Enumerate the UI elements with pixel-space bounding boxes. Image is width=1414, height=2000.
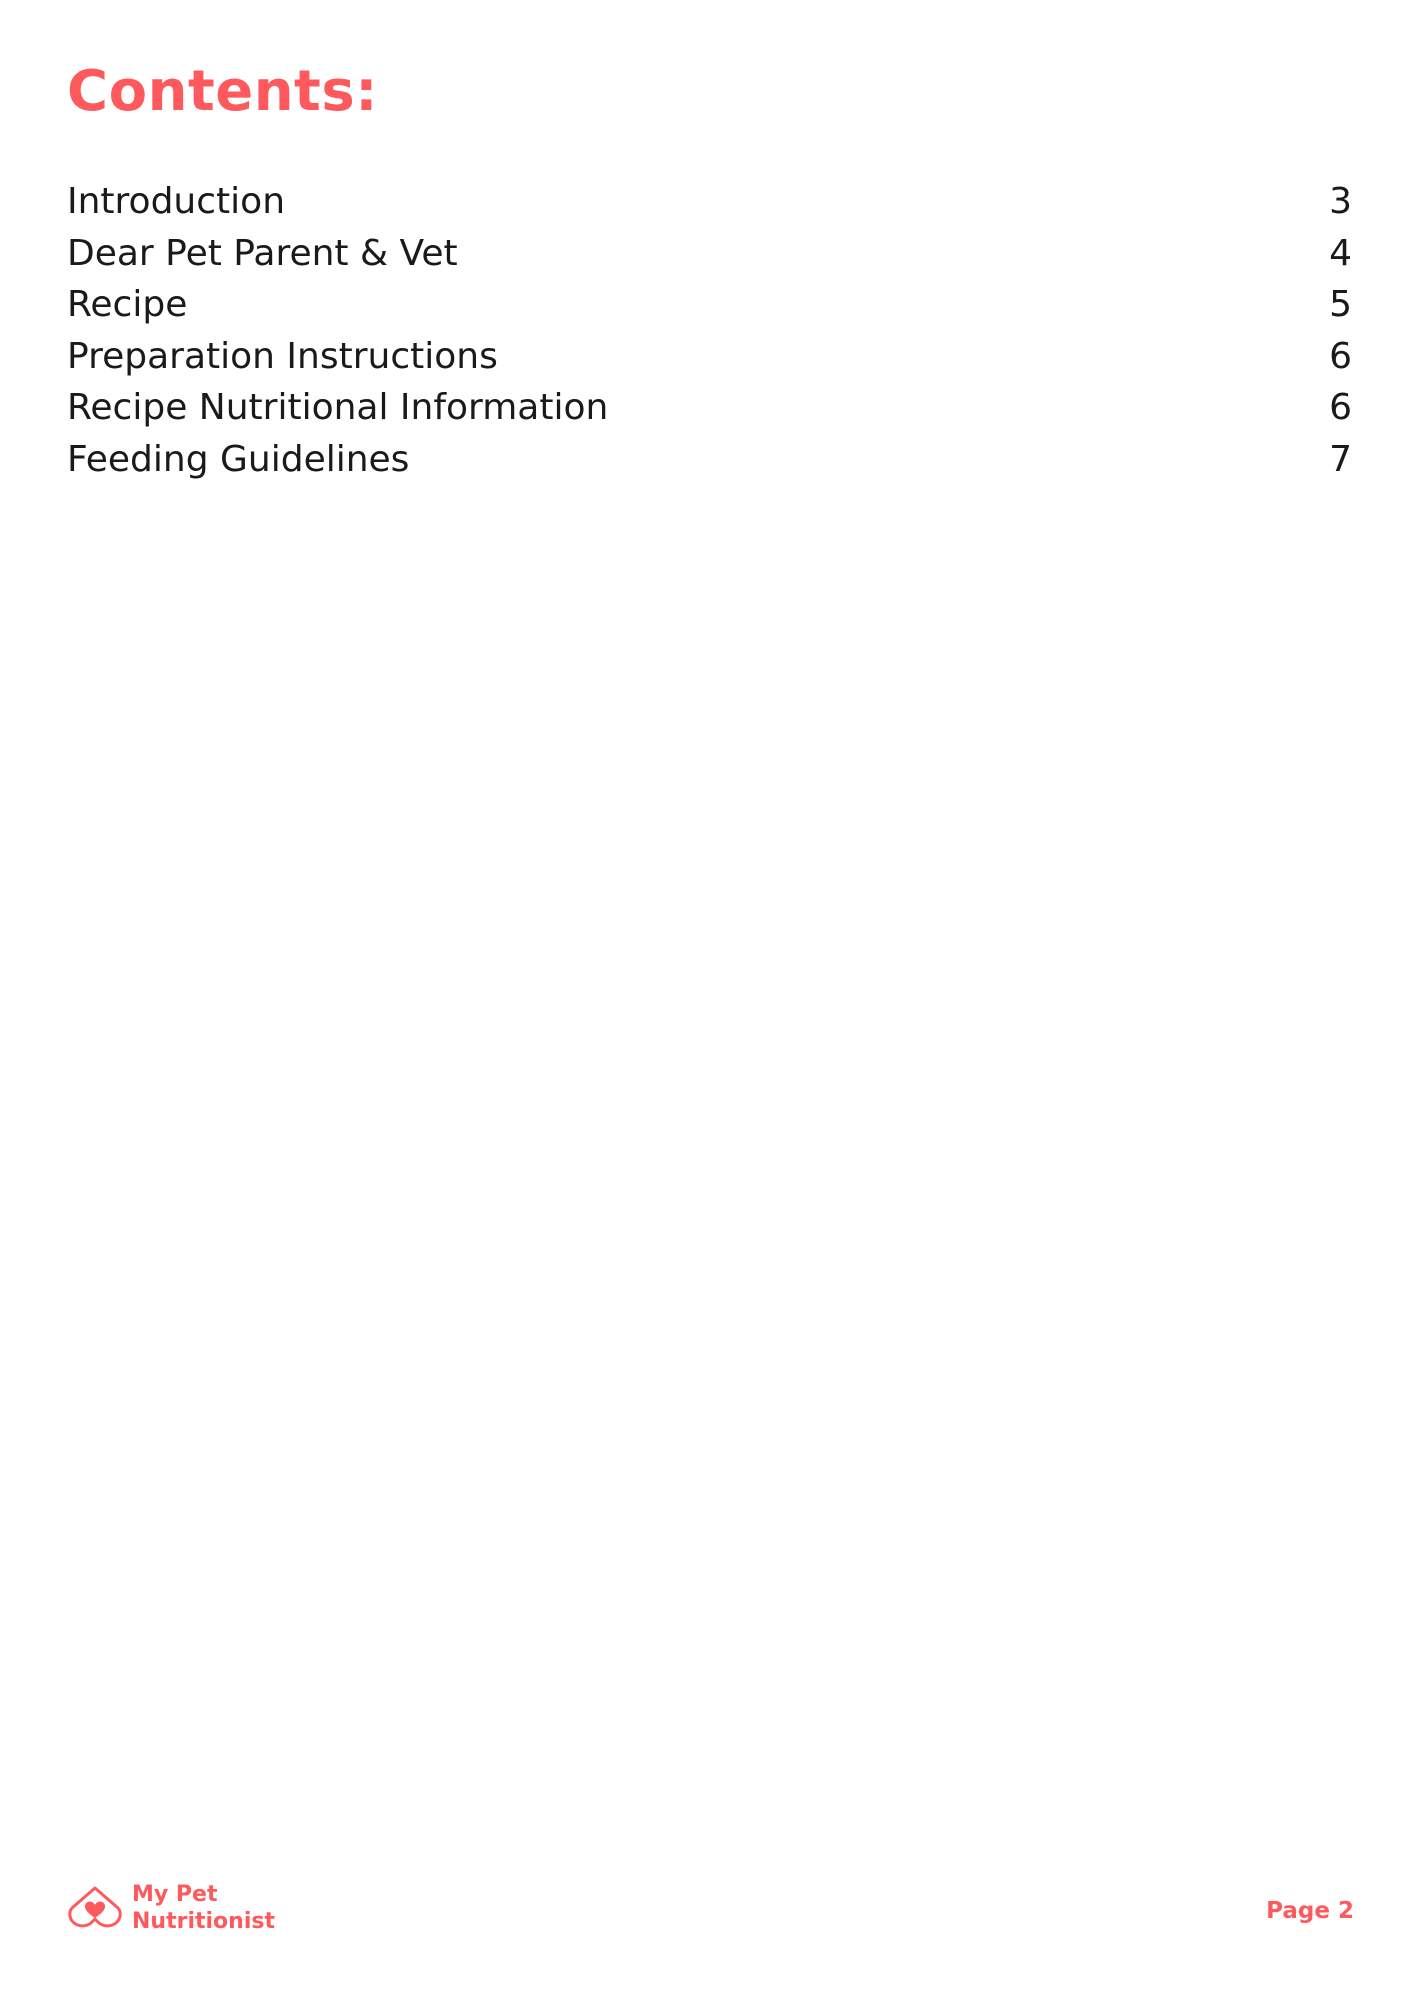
brand-name-line2: Nutritionist: [132, 1909, 275, 1934]
toc-entry-recipe-nutritional-information[interactable]: [67, 382, 1352, 434]
toc-entry-label: Feeding Guidelines: [67, 438, 410, 480]
toc-entry-dear-pet-parent[interactable]: [67, 228, 1352, 280]
brand-logo: [66, 1880, 275, 1936]
toc-entry-label: Recipe Nutritional Information: [67, 387, 609, 429]
toc-entry-label: Preparation Instructions: [67, 335, 498, 377]
toc-entry-label: Introduction: [67, 181, 286, 222]
toc-entry-page: 4: [1329, 232, 1352, 274]
toc-entry-preparation-instructions[interactable]: [67, 331, 1352, 383]
toc-entry-recipe[interactable]: [67, 279, 1352, 331]
toc-entry-page: 7: [1329, 438, 1352, 480]
toc-entry-page: 6: [1329, 335, 1352, 377]
toc-entry-feeding-guidelines[interactable]: [67, 434, 1352, 486]
toc-entry-label: Recipe: [67, 284, 188, 326]
toc-entry-introduction[interactable]: [67, 176, 1352, 228]
page-number: Page 2: [1266, 1898, 1354, 1924]
heart-house-icon: [66, 1880, 124, 1936]
toc-entry-page: 3: [1329, 181, 1352, 222]
page-title: Contents:: [67, 59, 379, 124]
table-of-contents: [67, 176, 1352, 486]
toc-entry-label: Dear Pet Parent & Vet: [67, 232, 458, 274]
brand-wordmark: [132, 1881, 275, 1935]
toc-entry-page: 6: [1329, 387, 1352, 429]
toc-entry-page: 5: [1329, 284, 1352, 326]
brand-name-line1: My Pet: [132, 1882, 218, 1907]
